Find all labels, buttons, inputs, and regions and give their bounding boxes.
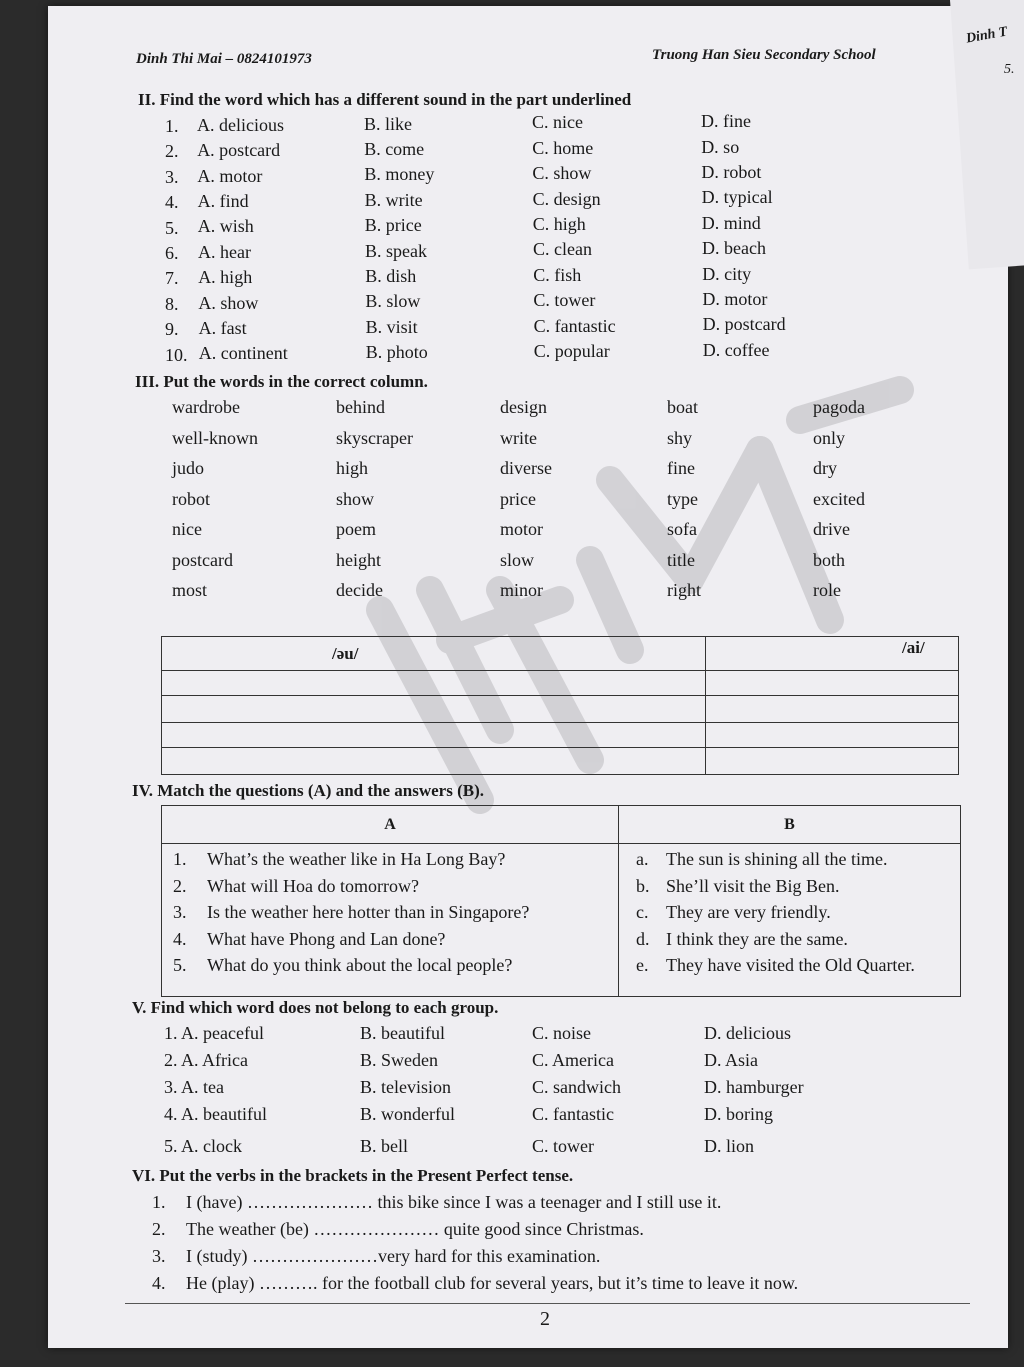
- word-bank-item: design: [500, 397, 547, 417]
- question-with-option-a: 1. A. peaceful: [164, 1023, 264, 1043]
- word-bank-item: dry: [813, 458, 837, 478]
- word-bank-item: poem: [336, 519, 376, 539]
- section-2-title: II. Find the word which has a different sound in the part underlined: [138, 90, 632, 109]
- word-bank-item: price: [500, 488, 536, 509]
- word-bank-item: postcard: [172, 549, 233, 570]
- fill-in-sentence: I (have) ………………… this bike since I was a teenager and I still use it.: [186, 1192, 722, 1212]
- answer-cell[interactable]: [162, 696, 706, 723]
- word-bank-item: pagoda: [813, 397, 865, 417]
- answer-cell[interactable]: [706, 696, 959, 723]
- word-bank-item: both: [813, 549, 846, 570]
- answer-option: D. delicious: [704, 1023, 791, 1043]
- word-bank-item: behind: [336, 397, 385, 417]
- word-bank-item: judo: [172, 458, 205, 478]
- fill-in-sentence: I (study) …………………very hard for this examination.: [186, 1246, 601, 1266]
- answer-cell[interactable]: [162, 748, 706, 775]
- word-bank-item: slow: [500, 549, 535, 570]
- section-4-title: IV. Match the questions (A) and the answers (B).: [132, 781, 484, 800]
- answer-option: B. wonderful: [360, 1104, 455, 1124]
- word-bank-item: high: [336, 458, 369, 478]
- word-bank-item: show: [336, 488, 375, 509]
- answer-option: D. so: [701, 136, 740, 157]
- word-bank-item: height: [336, 549, 381, 570]
- answer-option: C. fantastic: [532, 1104, 614, 1124]
- word-bank-item: title: [667, 549, 695, 570]
- question-with-option-a: 2. A. Africa: [164, 1050, 248, 1070]
- fill-in-sentence: He (play) ………. for the football club for several years, but it’s time to leave it now.: [186, 1273, 799, 1293]
- answer-option: A. continent: [198, 343, 288, 364]
- answer-option: B. speak: [365, 240, 427, 261]
- answer-option: D. mind: [701, 212, 761, 233]
- question-number: 7.: [165, 268, 179, 289]
- answer-option: D. motor: [702, 289, 768, 309]
- answer-text: They have visited the Old Quarter.: [666, 955, 915, 975]
- answer-option: D. coffee: [702, 339, 770, 360]
- answer-option: C. clean: [533, 239, 592, 260]
- answer-option: A. find: [197, 191, 249, 211]
- answer-option: D. postcard: [702, 314, 786, 335]
- question-number: 5.: [165, 217, 179, 238]
- word-bank-item: type: [667, 488, 698, 509]
- word-bank-item: excited: [813, 488, 865, 509]
- answer-option: C. design: [532, 188, 601, 209]
- edge-number: 5.: [1004, 62, 1015, 77]
- matching-table: [161, 805, 961, 997]
- word-bank-item: drive: [813, 519, 850, 539]
- question-text: What do you think about the local people?: [207, 955, 513, 975]
- question-number: 2.: [173, 875, 187, 896]
- answer-cell[interactable]: [706, 671, 959, 696]
- answer-option: D. fine: [701, 111, 751, 132]
- answer-option: C. noise: [532, 1023, 592, 1043]
- answer-cell[interactable]: [706, 723, 959, 748]
- question-number: 1.: [165, 116, 179, 136]
- answer-option: B. slow: [365, 291, 421, 312]
- question-number: 1.: [152, 1192, 166, 1212]
- word-bank-item: sofa: [667, 519, 697, 539]
- answer-text: They are very friendly.: [666, 902, 831, 922]
- answer-letter: a.: [636, 849, 649, 869]
- question-text: What will Hoa do tomorrow?: [207, 875, 419, 896]
- word-bank-item: decide: [336, 580, 383, 600]
- question-number: 3.: [165, 166, 179, 187]
- answer-option: B. television: [360, 1077, 451, 1097]
- answer-option: C. tower: [532, 1136, 594, 1156]
- answer-option: B. dish: [365, 266, 417, 286]
- answer-text: I think they are the same.: [666, 928, 848, 949]
- question-number: 1.: [173, 849, 187, 869]
- word-bank-item: write: [500, 427, 537, 448]
- answer-option: C. fish: [533, 264, 582, 285]
- answer-option: B. come: [364, 139, 425, 159]
- question-number: 3.: [173, 902, 187, 922]
- question-number: 6.: [165, 243, 179, 263]
- question-number: 9.: [165, 319, 179, 340]
- fill-in-sentence: The weather (be) ………………… quite good since Christmas.: [186, 1219, 644, 1239]
- word-bank-item: motor: [500, 519, 543, 539]
- answer-option: A. fast: [198, 318, 247, 338]
- word-bank-item: right: [667, 580, 701, 600]
- word-bank-item: robot: [172, 488, 210, 509]
- section-5-title: V. Find which word does not belong to each group.: [132, 998, 499, 1017]
- column-header-ou: /əu/: [162, 637, 706, 671]
- question-number: 10.: [165, 344, 188, 365]
- answer-option: C. America: [532, 1050, 614, 1070]
- answer-option: A. motor: [197, 165, 263, 186]
- word-bank-item: wardrobe: [172, 397, 240, 417]
- word-bank-item: boat: [667, 397, 698, 417]
- word-bank-item: minor: [500, 580, 543, 600]
- question-text: What’s the weather like in Ha Long Bay?: [207, 849, 506, 869]
- answer-letter: d.: [636, 928, 650, 949]
- answer-cell[interactable]: [162, 671, 706, 696]
- edge-note: Dinh T: [964, 24, 1009, 47]
- answer-option: A. postcard: [197, 140, 281, 161]
- question-number: 3.: [152, 1246, 166, 1266]
- answer-text: The sun is shining all the time.: [666, 849, 888, 869]
- answer-option: C. sandwich: [532, 1077, 621, 1097]
- question-number: 5.: [173, 955, 187, 975]
- question-number: 4.: [165, 192, 179, 213]
- answer-option: D. hamburger: [704, 1077, 804, 1097]
- answer-option: D. city: [702, 263, 752, 284]
- answer-option: C. tower: [533, 290, 596, 311]
- author-header: Dinh Thi Mai – 0824101973: [136, 51, 312, 67]
- question-with-option-a: 4. A. beautiful: [164, 1104, 267, 1124]
- word-bank-item: diverse: [500, 458, 552, 478]
- answer-letter: e.: [636, 955, 649, 975]
- answer-option: A. high: [198, 267, 253, 288]
- answer-option: B. money: [364, 164, 435, 185]
- question-number: 2.: [165, 141, 179, 162]
- sound-columns-table: [161, 636, 959, 775]
- question-text: Is the weather here hotter than in Singapore?: [207, 902, 530, 922]
- answer-option: B. write: [364, 189, 423, 210]
- answer-option: A. hear: [198, 241, 251, 262]
- answer-text: She’ll visit the Big Ben.: [666, 875, 840, 896]
- footer-rule: [125, 1303, 970, 1304]
- answer-option: C. popular: [533, 341, 610, 361]
- answer-option: B. like: [364, 113, 412, 134]
- column-b-header: B: [619, 806, 961, 844]
- answer-cell[interactable]: [162, 723, 706, 748]
- answer-option: C. fantastic: [533, 315, 616, 336]
- answers-cell: [619, 844, 961, 997]
- word-bank-item: role: [813, 580, 841, 600]
- column-header-ai: /ai/: [706, 637, 959, 671]
- section-6-title: VI. Put the verbs in the brackets in the Present Perfect tense.: [132, 1166, 574, 1185]
- word-bank-item: well-known: [172, 427, 258, 448]
- word-bank-item: nice: [172, 519, 202, 539]
- word-bank-item: only: [813, 427, 846, 448]
- question-with-option-a: 5. A. clock: [164, 1136, 242, 1156]
- answer-option: C. home: [532, 137, 594, 158]
- answer-option: C. show: [532, 163, 592, 184]
- answer-option: D. robot: [701, 162, 762, 182]
- answer-option: C. high: [532, 214, 586, 234]
- question-with-option-a: 3. A. tea: [164, 1077, 224, 1097]
- answer-option: A. wish: [197, 216, 254, 237]
- answer-option: D. typical: [701, 187, 773, 208]
- questions-cell: [162, 844, 619, 997]
- page-number: 2: [540, 1308, 550, 1330]
- answer-option: D. beach: [702, 238, 766, 259]
- answer-option: B. Sweden: [360, 1050, 438, 1070]
- word-bank-item: shy: [667, 427, 693, 448]
- question-number: 2.: [152, 1219, 166, 1239]
- answer-option: B. bell: [360, 1136, 408, 1156]
- answer-option: A. show: [198, 292, 259, 313]
- answer-option: A. delicious: [197, 114, 284, 135]
- answer-letter: c.: [636, 902, 649, 922]
- answer-option: C. nice: [532, 112, 583, 133]
- question-text: What have Phong and Lan done?: [207, 928, 446, 949]
- answer-letter: b.: [636, 875, 650, 896]
- answer-cell[interactable]: [706, 748, 959, 775]
- word-bank-item: fine: [667, 458, 695, 478]
- answer-option: D. Asia: [704, 1050, 758, 1070]
- answer-option: B. price: [364, 215, 422, 236]
- school-header: Truong Han Sieu Secondary School: [652, 47, 876, 63]
- column-a-header: A: [162, 806, 619, 844]
- word-bank-item: skyscraper: [336, 427, 413, 448]
- answer-option: D. lion: [704, 1136, 755, 1156]
- question-number: 4.: [173, 928, 187, 949]
- answer-option: D. boring: [704, 1104, 773, 1124]
- question-number: 8.: [165, 293, 179, 314]
- question-number: 4.: [152, 1273, 166, 1293]
- word-bank-item: most: [172, 580, 208, 600]
- answer-option: B. beautiful: [360, 1023, 445, 1043]
- section-3-title: III. Put the words in the correct column.: [135, 372, 428, 391]
- answer-option: B. visit: [365, 316, 418, 337]
- answer-option: B. photo: [365, 342, 428, 363]
